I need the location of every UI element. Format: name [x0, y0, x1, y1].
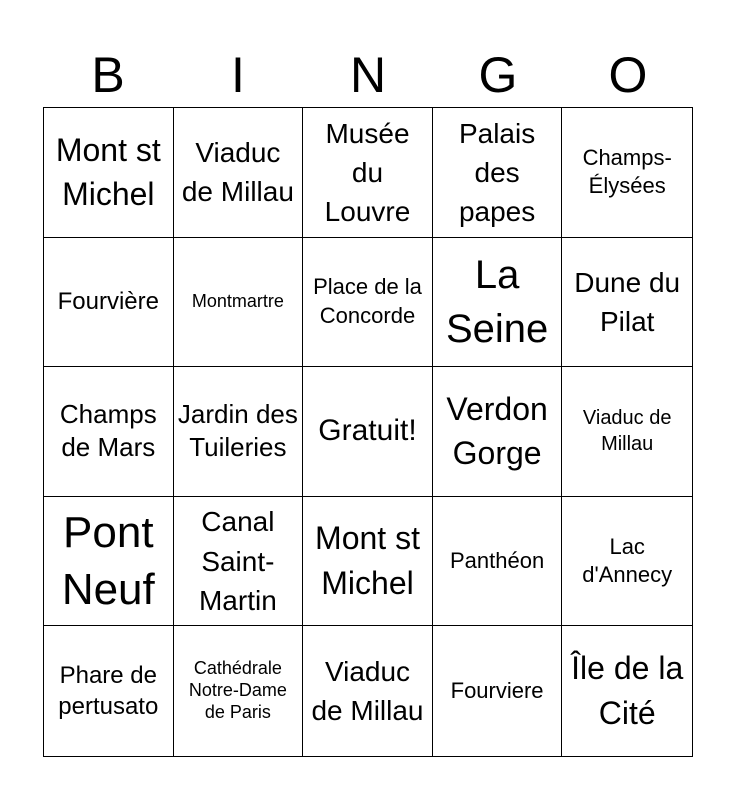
bingo-cell[interactable] — [174, 497, 304, 627]
cell-label: Île de la Cité — [571, 650, 684, 732]
cell-label: Lac d'Annecy — [582, 533, 673, 588]
cell-label: Cathédrale Notre-Dame de Paris — [188, 658, 287, 723]
cell-label: Verdon Gorge — [446, 390, 548, 472]
cell-label: Champs de Mars — [59, 398, 157, 463]
cell-label: Phare de pertusato — [58, 662, 159, 721]
bingo-cell[interactable] — [433, 238, 563, 368]
bingo-header — [43, 42, 693, 108]
bingo-cell[interactable] — [44, 108, 174, 238]
cell-label: Viaduc de Millau — [582, 407, 672, 456]
bingo-cell[interactable] — [562, 626, 692, 756]
cell-label: Viaduc de Millau — [311, 656, 424, 727]
bingo-cell[interactable] — [562, 108, 692, 238]
cell-label: Panthéon — [449, 547, 545, 573]
cell-label: Gratuit! — [318, 414, 417, 448]
bingo-cell[interactable] — [562, 497, 692, 627]
header-letter-i: I — [231, 47, 245, 103]
cell-label: Musée du Louvre — [324, 117, 411, 227]
cell-label: Fourvière — [57, 288, 159, 316]
bingo-cell[interactable] — [303, 108, 433, 238]
bingo-cell free-space[interactable] — [303, 367, 433, 497]
bingo-cell[interactable] — [303, 238, 433, 368]
cell-label: Champs-Élysées — [582, 144, 672, 199]
bingo-cell[interactable] — [433, 367, 563, 497]
bingo-cell[interactable] — [44, 497, 174, 627]
cell-label: Pont Neuf — [61, 507, 155, 615]
bingo-cell[interactable] — [44, 626, 174, 756]
header-letter-n: N — [349, 47, 387, 103]
cell-label: Mont st Michel — [315, 520, 420, 602]
bingo-cell[interactable] — [44, 367, 174, 497]
cell-label: Canal Saint-Martin — [198, 506, 277, 616]
cell-label: Mont st Michel — [55, 131, 161, 213]
cell-label: Montmartre — [191, 290, 284, 311]
cell-label: Palais des papes — [458, 117, 536, 227]
cell-label: Place de la Concorde — [313, 274, 422, 328]
header-letter-o: O — [608, 47, 648, 103]
bingo-cell[interactable] — [174, 108, 304, 238]
bingo-cell[interactable] — [562, 367, 692, 497]
cell-label: La Seine — [445, 252, 549, 351]
bingo-cell[interactable] — [433, 497, 563, 627]
cell-label: Fourviere — [450, 677, 544, 703]
cell-label: Jardin des Tuileries — [177, 398, 298, 463]
bingo-cell[interactable] — [174, 626, 304, 756]
bingo-cell[interactable] — [433, 626, 563, 756]
bingo-cell[interactable] — [562, 238, 692, 368]
bingo-cell[interactable] — [303, 497, 433, 627]
cell-label: Dune du Pilat — [574, 266, 681, 337]
bingo-cell[interactable] — [303, 626, 433, 756]
cell-label: Viaduc de Millau — [181, 137, 294, 208]
bingo-cell[interactable] — [44, 238, 174, 368]
bingo-card — [43, 107, 693, 757]
header-letter-g: G — [478, 47, 518, 103]
bingo-cell[interactable] — [433, 108, 563, 238]
bingo-cell[interactable] — [174, 238, 304, 368]
header-letter-b: B — [91, 47, 125, 103]
bingo-cell[interactable] — [174, 367, 304, 497]
